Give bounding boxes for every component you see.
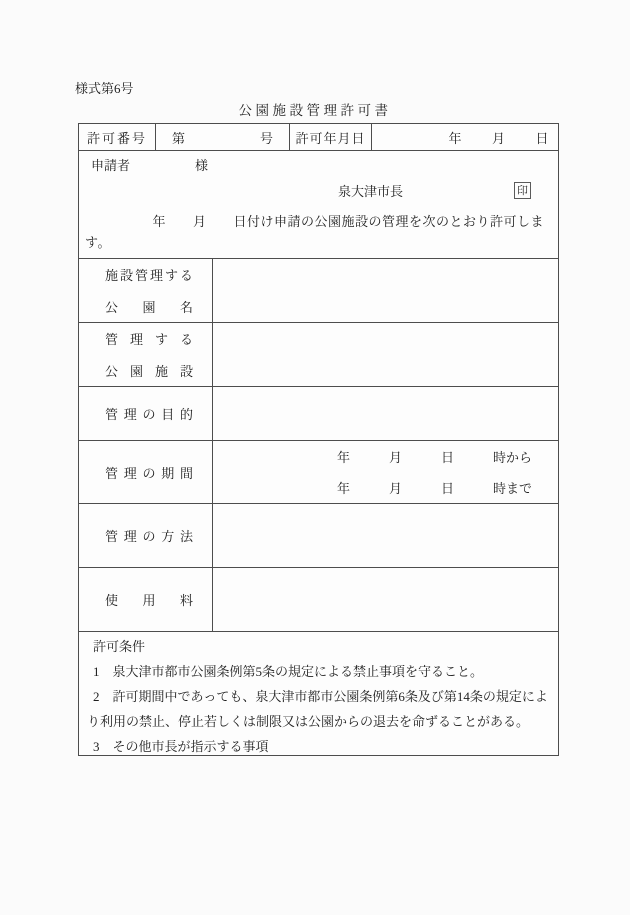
table-row-fee xyxy=(79,567,558,631)
field-label-line: 管 理 の 目 的 xyxy=(105,407,193,422)
table-row-purpose xyxy=(79,386,558,440)
permit-number-field xyxy=(155,124,289,150)
applicant-line xyxy=(79,151,558,174)
field-label-line: 管 理 の 方 法 xyxy=(105,529,193,544)
condition-item-2: 2 許可期間中であっても、泉大津市都市公園条例第6条及び第14条の規定により利用の禁止、停止若しくは制限又は公園からの退去を命ずることがある。 xyxy=(87,689,548,729)
table-row-period xyxy=(79,440,558,503)
field-label-park-facility xyxy=(79,323,212,386)
table-row-conditions xyxy=(79,631,558,755)
field-value-purpose xyxy=(212,387,557,440)
field-label-line: 管 理 の 期 間 xyxy=(105,465,193,481)
field-label-method xyxy=(79,504,212,567)
field-value-fee xyxy=(212,568,557,631)
field-label-purpose xyxy=(79,387,212,440)
permit-date-label: 許可年月日 xyxy=(289,124,371,150)
table-row-park-facility xyxy=(79,322,558,386)
period-from-line: 年 月 日 時から xyxy=(337,450,533,465)
field-value-period xyxy=(212,441,557,503)
field-label-line: 使 用 料 xyxy=(105,593,193,608)
table-row-park-name xyxy=(79,258,558,322)
permit-number-label: 許可番号 xyxy=(86,130,147,146)
field-label-line: 公 園 名 xyxy=(105,300,193,315)
table-row-intro xyxy=(79,150,558,258)
table-row-header xyxy=(79,124,558,150)
field-label-line: 公 園 施 設 xyxy=(105,364,193,379)
permission-statement: 年 月 日付け申請の公園施設の管理を次のとおり許可します。 xyxy=(85,214,545,250)
mayor-line xyxy=(79,181,558,199)
field-value-method xyxy=(212,504,557,567)
field-value-park-facility xyxy=(212,323,557,386)
applicant-honorific: 様 xyxy=(130,158,209,173)
permit-number-suffix: 号 xyxy=(259,130,273,146)
table-row-method xyxy=(79,503,558,567)
period-to-line: 年 月 日 時まで xyxy=(337,481,533,496)
applicant-label: 申請者 xyxy=(91,158,131,173)
seal-stamp-icon: 印 xyxy=(514,182,531,199)
form-number: 様式第6号 xyxy=(75,81,134,96)
conditions-cell xyxy=(79,632,558,755)
field-value-park-name xyxy=(212,259,557,322)
conditions-heading: 許可条件 xyxy=(93,639,146,654)
page-title: 公園施設管理許可書 xyxy=(238,103,392,118)
field-label-line: 施 設 管 理 す る xyxy=(105,268,193,283)
field-label-line: 管 理 す る xyxy=(105,332,193,347)
field-label-fee xyxy=(79,568,212,631)
permit-number-prefix: 第 xyxy=(172,130,186,146)
permit-date-field: 年 月 日 xyxy=(371,124,555,150)
condition-item-3: 3 その他市長が指示する事項 xyxy=(93,739,269,754)
field-label-park-name xyxy=(79,259,212,322)
mayor-title: 泉大津市長 xyxy=(338,183,404,199)
intro-cell xyxy=(79,151,558,258)
condition-item-1: 1 泉大津市都市公園条例第5条の規定による禁止事項を守ること。 xyxy=(93,664,484,679)
permit-table xyxy=(78,123,559,756)
field-label-period xyxy=(79,441,212,503)
